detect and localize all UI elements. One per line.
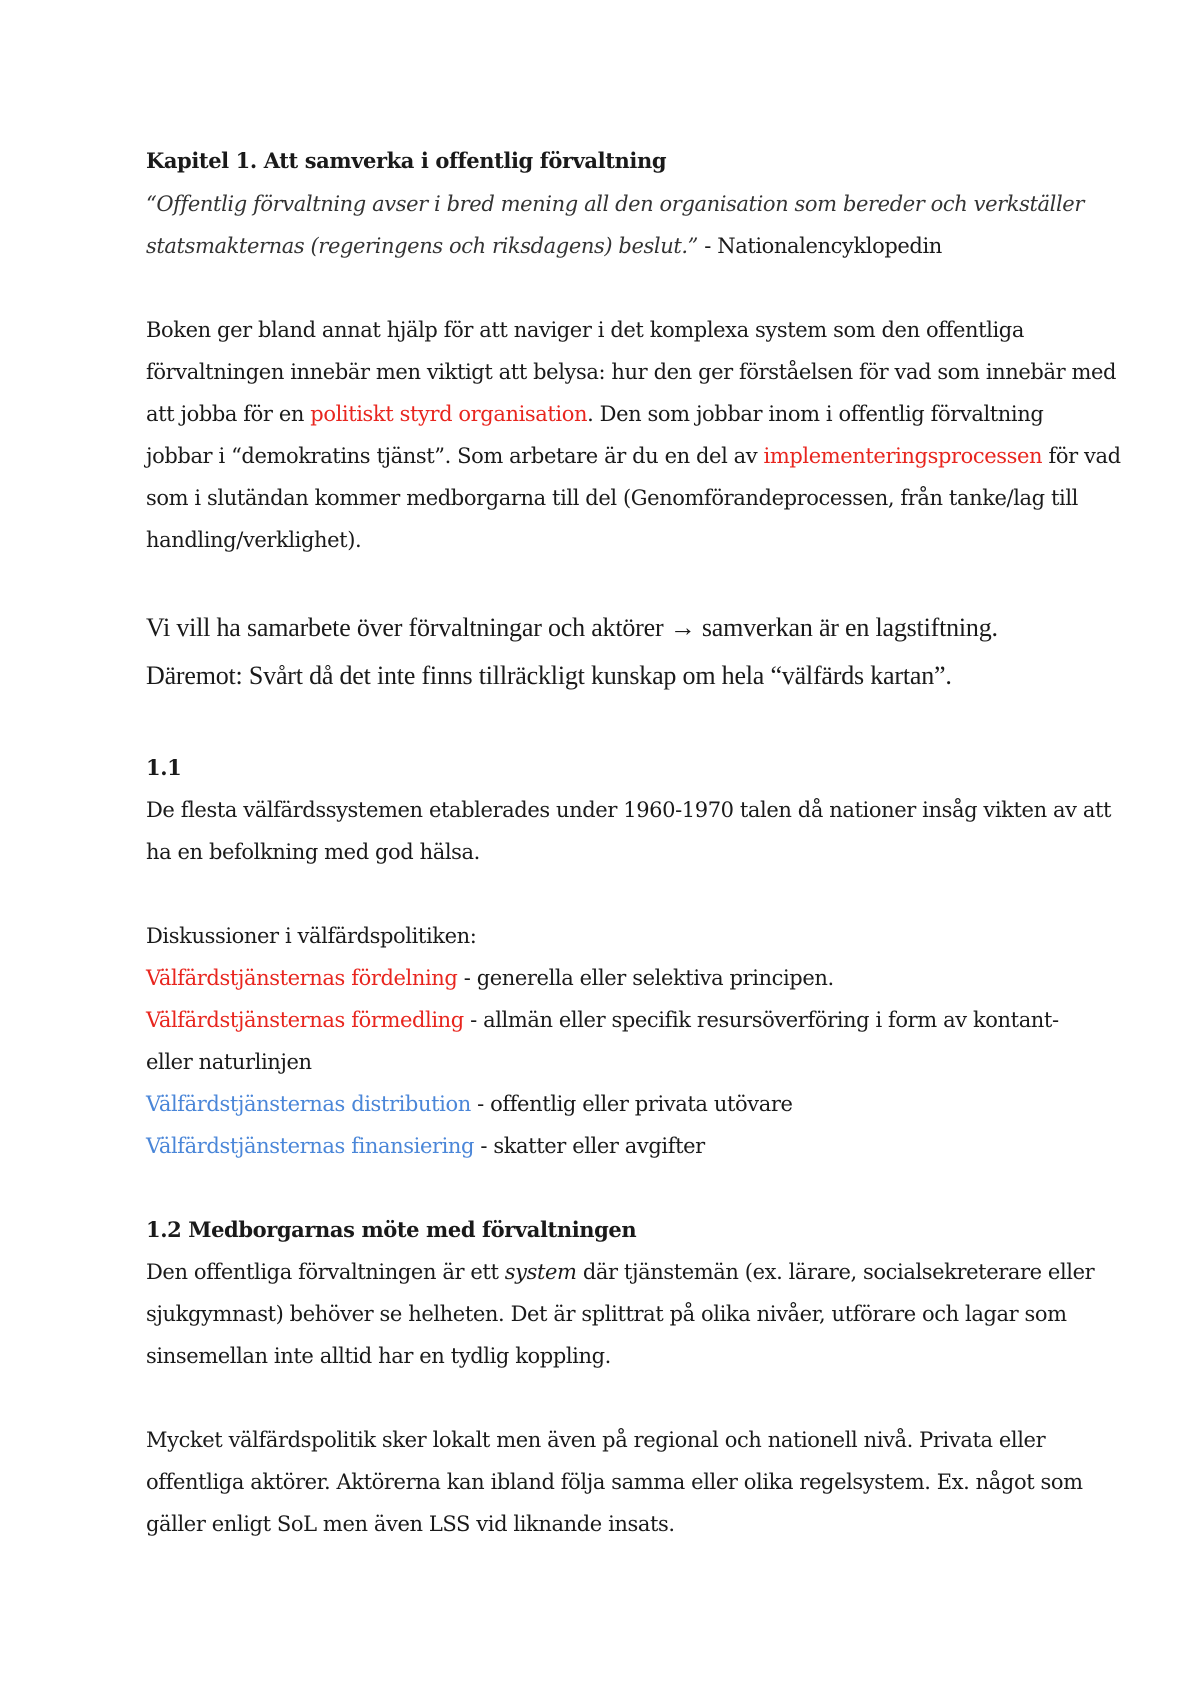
discussion-term: Välfärdstjänsternas förmedling <box>146 1008 464 1032</box>
section-1-2-line-2: sjukgymnast) behöver se helheten. Det är splittrat på olika nivåer, utförare och lagar som <box>146 1302 1067 1326</box>
discussion-label: Diskussioner i välfärdspolitiken: <box>146 924 477 948</box>
intro-line-3 <box>146 400 1043 428</box>
chapter-title: Kapitel 1. Att samverka i offentlig förvaltning <box>146 148 667 173</box>
discussion-term: Välfärdstjänsternas distribution <box>146 1092 471 1116</box>
quote-source: - Nationalencyklopedin <box>697 234 942 258</box>
section-1-2-line-3: sinsemellan inte alltid har en tydlig koppling. <box>146 1344 611 1368</box>
section-text: Den offentliga förvaltningen är ett <box>146 1260 505 1284</box>
emphasis-system: system <box>504 1260 577 1284</box>
discussion-item-distribution <box>146 1090 792 1118</box>
highlight-term-implementation: implementeringsprocessen <box>763 444 1043 468</box>
discussion-desc: - allmän eller specifik resursöverföring i form av kontant- <box>463 1008 1059 1032</box>
discussion-item-formedling <box>146 1006 1059 1034</box>
section-text: där tjänstemän (ex. lärare, socialsekreterare eller <box>576 1260 1095 1284</box>
discussion-desc: - offentlig eller privata utövare <box>470 1092 793 1116</box>
discussion-desc: - generella eller selektiva principen. <box>457 966 834 990</box>
intro-line-5: som i slutändan kommer medborgarna till del (Genomförandeprocessen, från tanke/lag till <box>146 486 1078 510</box>
section-1-2-p2-line-3: gäller enligt SoL men även LSS vid liknande insats. <box>146 1512 675 1536</box>
discussion-desc: - skatter eller avgifter <box>474 1134 705 1158</box>
section-heading-1-1: 1.1 <box>146 755 182 780</box>
discussion-item-fordelning <box>146 964 834 992</box>
discussion-item-formedling-cont: eller naturlinjen <box>146 1050 312 1074</box>
intro-line-1: Boken ger bland annat hjälp för att naviger i det komplexa system som den offentliga <box>146 318 1024 342</box>
section-1-2-line-1 <box>146 1258 1094 1286</box>
highlight-term-political: politiskt styrd organisation <box>310 402 588 426</box>
intro-text: för vad <box>1042 444 1121 468</box>
intro-text: att jobba för en <box>146 402 311 426</box>
highlight-line-1: Vi vill ha samarbete över förvaltningar och aktörer → samverkan är en lagstiftning. <box>146 613 998 642</box>
section-heading-1-2: 1.2 Medborgarnas möte med förvaltningen <box>146 1217 637 1242</box>
section-1-2-p2-line-1: Mycket välfärdspolitik sker lokalt men även på regional och nationell nivå. Privata eller <box>146 1428 1046 1452</box>
intro-text: jobbar i “demokratins tjänst”. Som arbetare är du en del av <box>146 444 764 468</box>
quote-line-1: “Offentlig förvaltning avser i bred mening all den organisation som bereder och verkställer <box>146 192 1084 216</box>
section-1-2-p2-line-2: offentliga aktörer. Aktörerna kan ibland följa samma eller olika regelsystem. Ex. något som <box>146 1470 1083 1494</box>
quote-line-2 <box>146 232 942 260</box>
intro-line-6: handling/verklighet). <box>146 528 362 552</box>
section-1-1-line-1: De flesta välfärdssystemen etablerades under 1960-1970 talen då nationer insåg vikten av att <box>146 798 1112 822</box>
intro-line-2: förvaltningen innebär men viktigt att belysa: hur den ger förståelsen för vad som innebär med <box>146 360 1117 384</box>
discussion-item-finansiering <box>146 1132 705 1160</box>
intro-text: . Den som jobbar inom i offentlig förvaltning <box>587 402 1044 426</box>
quote-text: statsmakternas (regeringens och riksdagens) beslut.” <box>146 234 698 258</box>
highlight-line-2: Däremot: Svårt då det inte finns tillräckligt kunskap om hela “välfärds kartan”. <box>146 661 952 690</box>
discussion-term: Välfärdstjänsternas fördelning <box>146 966 458 990</box>
section-1-1-line-2: ha en befolkning med god hälsa. <box>146 840 480 864</box>
intro-line-4 <box>146 442 1121 470</box>
discussion-term: Välfärdstjänsternas finansiering <box>146 1134 475 1158</box>
